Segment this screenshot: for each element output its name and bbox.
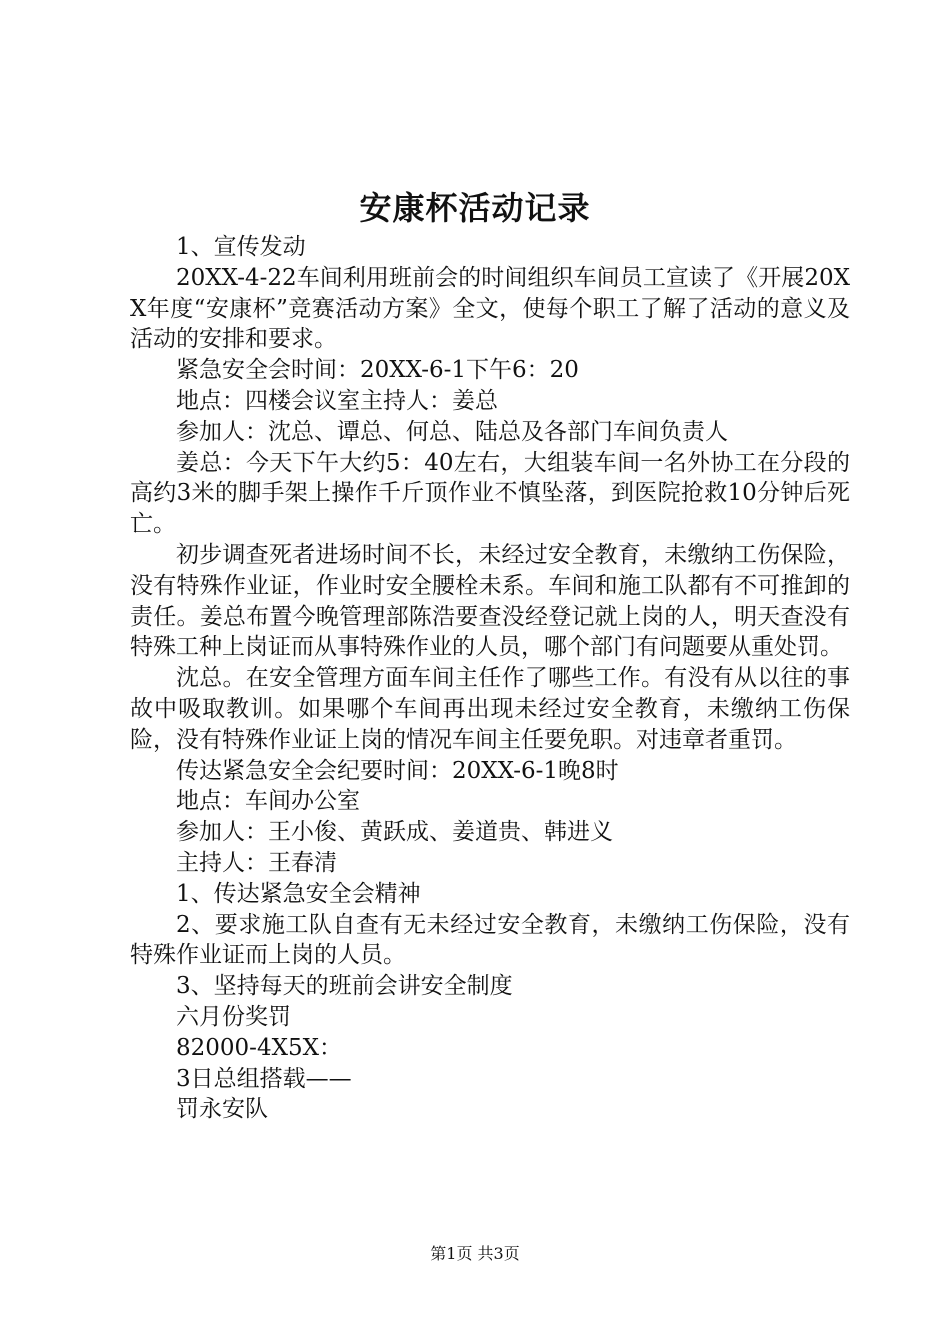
paragraph: 参加人：王小俊、黄跃成、姜道贵、韩进义 — [176, 819, 613, 846]
paragraph: 六月份奖罚 — [176, 1003, 291, 1030]
paragraph: 3日总组搭载—— — [176, 1065, 352, 1092]
document-body — [130, 232, 850, 1125]
paragraph: 传达紧急安全会纪要时间：20XX-6-1晚8时 — [176, 757, 619, 784]
paragraph: 82000-4X5X： — [176, 1034, 342, 1061]
page-footer: 第1页 共3页 — [430, 1244, 520, 1263]
paragraph: 姜总：今天下午大约5：40左右，大组装车间一名外协工在分段的高约3米的脚手架上操作千斤顶作业不慎坠落，到医院抢救10分钟后死亡。 — [130, 449, 850, 538]
paragraph: 沈总。在安全管理方面车间主任作了哪些工作。有没有从以往的事故中吸取教训。如果哪个车间再出现未经过安全教育，未缴纳工伤保险，没有特殊作业证上岗的情况车间主任要免职。对违章者重罚。 — [130, 665, 850, 753]
paragraph: 参加人：沈总、谭总、何总、陆总及各部门车间负责人 — [176, 418, 728, 445]
paragraph: 地点：四楼会议室主持人：姜总 — [176, 387, 498, 414]
paragraph: 主持人：王春清 — [176, 849, 337, 876]
paragraph: 紧急安全会时间：20XX-6-1下午6：20 — [176, 357, 579, 384]
paragraph: 初步调查死者进场时间不长，未经过安全教育，未缴纳工伤保险，没有特殊作业证，作业时安全腰栓未系。车间和施工队都有不可推卸的责任。姜总布置今晚管理部陈浩要查没经登记就上岗的人，明天查没有特殊工种上岗证而从事特殊作业的人员，哪个部门有问题要从重处罚。 — [130, 541, 850, 661]
paragraph: 1、宣传发动 — [176, 234, 306, 260]
paragraph: 2、要求施工队自查有无未经过安全教育，未缴纳工伤保险，没有特殊作业证而上岗的人员。 — [130, 911, 850, 969]
paragraph: 20XX-4-22车间利用班前会的时间组织车间员工宣读了《开展20XX年度“安康杯”竞赛活动方案》全文，使每个职工了解了活动的意义及活动的安排和要求。 — [130, 264, 850, 353]
paragraph: 3、坚持每天的班前会讲安全制度 — [176, 973, 513, 1000]
paragraph: 罚永安队 — [176, 1096, 268, 1123]
paragraph: 地点：车间办公室 — [176, 788, 360, 815]
paragraph: 1、传达紧急安全会精神 — [176, 880, 421, 907]
document-title: 安康杯活动记录 — [359, 189, 591, 227]
